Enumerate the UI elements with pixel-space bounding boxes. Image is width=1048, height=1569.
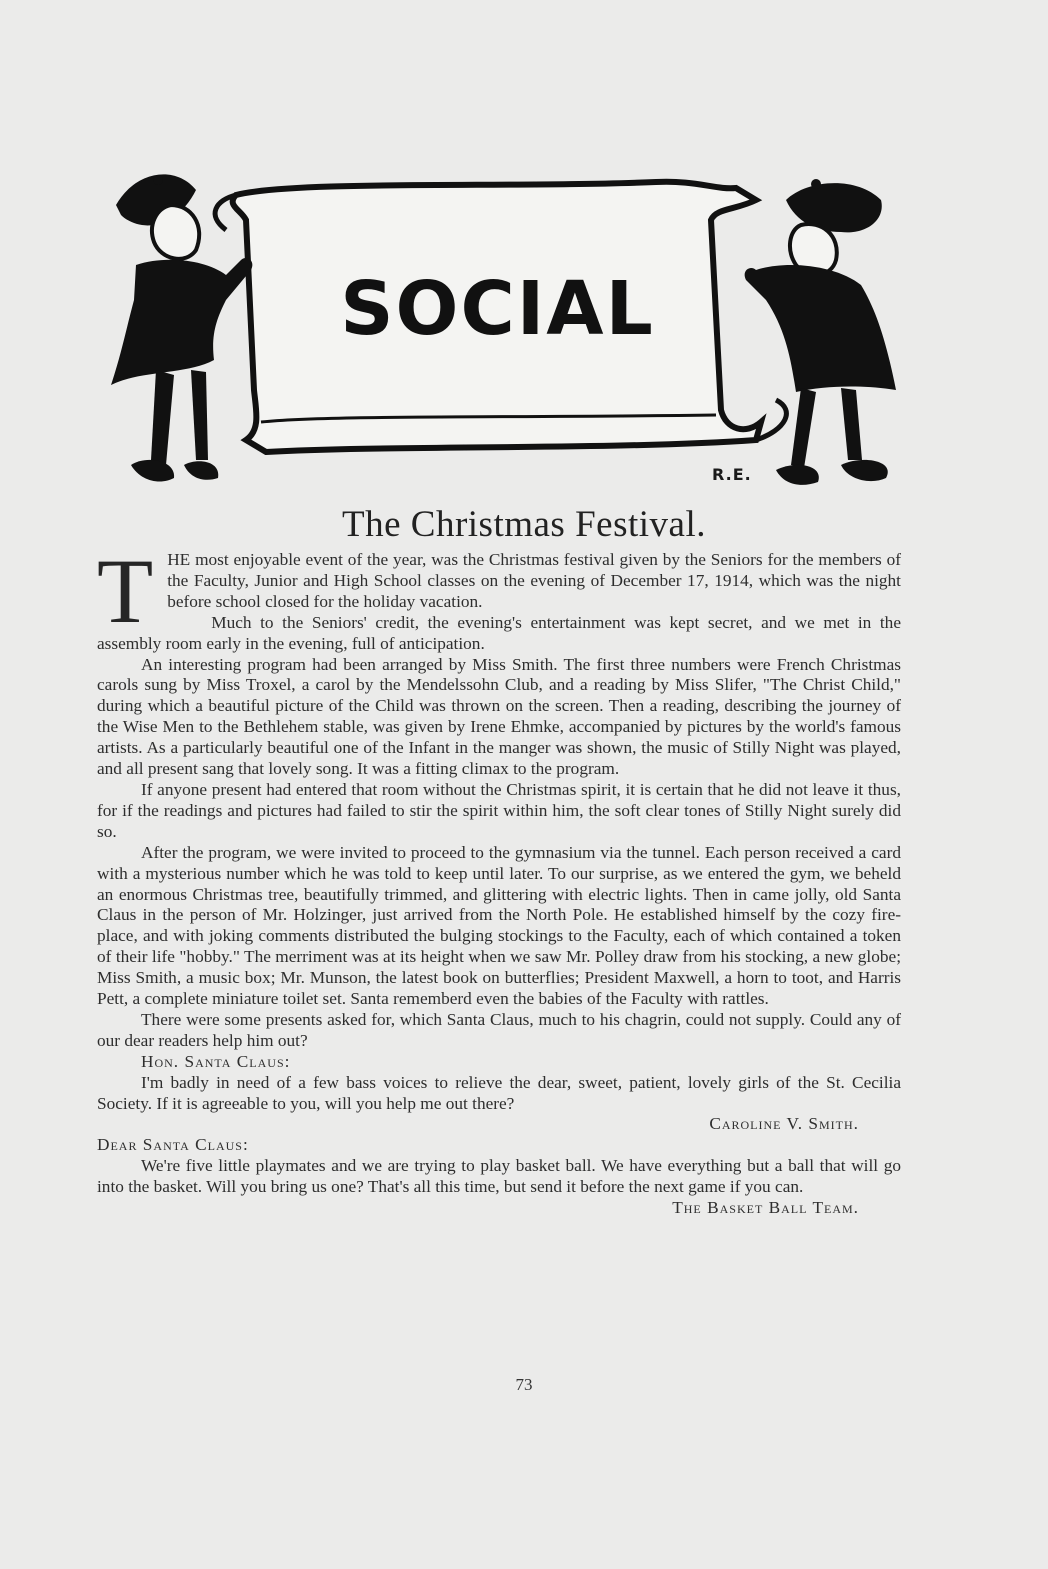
artist-initials: R.E.: [712, 465, 752, 484]
paragraph-4: If anyone present had entered that room without the Christmas spirit, it is certain that he did not leave it thus, for if the readings and pictures had failed to stir the spirit within him, the soft clear tones of Stilly Night surely did so.: [97, 779, 901, 841]
banner-heading: SOCIAL: [340, 266, 655, 352]
article-body: [97, 540, 901, 1219]
letter-1-signature: Caroline V. Smith.: [709, 1114, 859, 1134]
letter-2-salutation: Dear Santa Claus:: [97, 1135, 249, 1155]
page-number: 73: [515, 1375, 533, 1394]
paragraph-6: There were some presents asked for, which Santa Claus, much to his chagrin, could not supply. Could any of our dear readers help him out?: [97, 1009, 901, 1050]
paragraph-2: Much to the Seniors' credit, the evening's entertainment was kept secret, and we met in the assembly room early in the evening, full of anticipation.: [97, 612, 901, 653]
paragraph-3: An interesting program had been arranged by Miss Smith. The first three numbers were French Christmas carols sung by Miss Troxel, a carol by the Mendelssohn Club, and a reading by Miss Slifer, "The Christ Child," during which a beautiful picture of the Child was thrown on the screen. Then a reading, describing the journey of the Wise Men to the Bethlehem stable, was given by Irene Ehmke, accompanied by pictures by the world's famous artists. As a particularly beautiful one of the Infant in the manger was shown, the music of Stilly Night was played, and all present sang that lovely song. It was a fitting climax to the program.: [97, 654, 901, 779]
paragraph-5: After the program, we were invited to proceed to the gymnasium via the tunnel. Each person received a card with a mysterious number which he was told to keep until later. To our surprise, as we entered the gym, we beheld an enormous Christmas tree, beautifully trimmed, and glittering with electric lights. Then in came jolly, old Santa Claus in the person of Mr. Holzinger, just arrived from the North Pole. He established himself by the cozy fire-place, and with joking comments distributed the bulging stockings to the Faculty, each of which contained a token of their life "hobby." The merriment was at its height when we saw Mr. Polley draw from his stocking, a new globe; Miss Smith, a music box; Mr. Munson, the latest book on butterflies; President Maxwell, a horn to toot, and Harris Pett, a complete miniature toilet set. Santa rememberd even the babies of the Faculty with rattles.: [97, 842, 901, 1009]
letter-1-body: I'm badly in need of a few bass voices to relieve the dear, sweet, patient, lovely girls of the St. Cecilia Society. If it is agreeable to you, will you help me out there?: [97, 1072, 901, 1113]
letter-2-body: We're five little playmates and we are trying to play basket ball. We have everything but a ball that will go into the basket. Will you bring us one? That's all this time, but send it before the next game if you can.: [97, 1156, 901, 1197]
letter-2-signature: The Basket Ball Team.: [672, 1198, 859, 1218]
right-elf-figure: [745, 179, 896, 485]
drop-cap: T: [97, 540, 154, 642]
paragraph-1-text: HE most enjoyable event of the year, was the Christmas festival given by the Seniors for the members of the Faculty, Junior and High School classes on the evening of December 17, 1914, which was the night before school closed for the holiday vacation.: [167, 550, 901, 611]
letter-1-salutation: Hon. Santa Claus:: [141, 1051, 291, 1071]
article-title: The Christmas Festival.: [342, 504, 706, 545]
left-elf-figure: [111, 174, 252, 481]
